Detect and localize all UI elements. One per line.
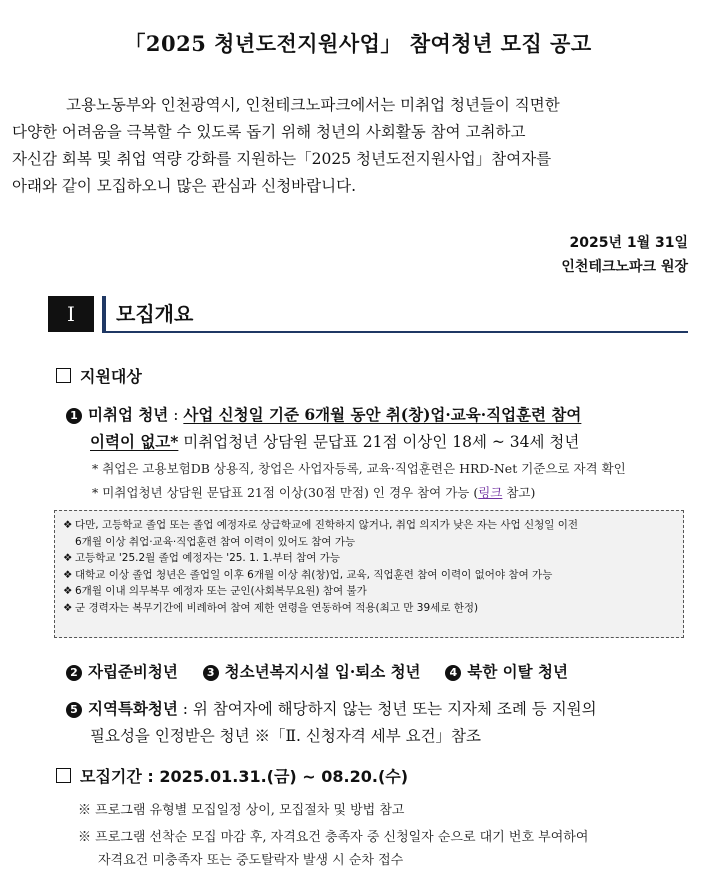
item-separator: :: [168, 406, 184, 424]
diamond-bullet-icon: ❖: [63, 552, 73, 564]
period-note-cont: 자격요건 미충족자 또는 중도탈락자 발생 시 순차 접수: [98, 853, 404, 868]
box-text: 6개월 이상 취업·교육·직업훈련 참여 이력이 있어도 참여 가능: [75, 535, 356, 548]
period-heading-text: 모집기간 : 2025.01.31.(금) ~ 08.20.(수): [80, 767, 409, 786]
reference-link[interactable]: 링크: [478, 485, 503, 500]
intro-line: 아래와 같이 모집하오니 많은 관심과 신청바랍니다.: [12, 177, 356, 195]
period-heading: [56, 764, 408, 787]
target-item-1: [66, 403, 581, 425]
target-item-5-cont: 필요성을 인정받은 청년 ※「Ⅱ. 신청자격 세부 요건」참조: [90, 727, 481, 745]
target-item-5: [66, 697, 597, 719]
box-line: [63, 600, 675, 617]
target-items-2-4: [66, 660, 568, 682]
eligibility-notice-box: [54, 510, 684, 638]
diamond-bullet-icon: ❖: [63, 585, 73, 597]
number-circle-icon: 1: [66, 408, 82, 424]
section-header: [48, 296, 688, 332]
page-title: 「2025 청년도전지원사업」 참여청년 모집 공고: [124, 31, 592, 56]
item-rest: 미취업청년 상담원 문답표 21점 이상인 18세 ~ 34세 청년: [178, 433, 580, 451]
reference-mark: ※: [78, 803, 92, 818]
section-number: I: [48, 296, 94, 332]
period-note-text: 프로그램 선착순 모집 마감 후, 자격요건 충족자 중 신청일자 순으로 대기 번호 부여하여: [95, 830, 589, 845]
section-underline: [102, 331, 688, 333]
box-line: [63, 517, 675, 534]
diamond-bullet-icon: ❖: [63, 519, 73, 531]
box-line: [63, 534, 675, 551]
note-line: [92, 483, 535, 501]
target-heading-text: 지원대상: [80, 367, 142, 386]
box-line: [63, 567, 675, 584]
intro-line: 자신감 회복 및 취업 역량 강화를 지원하는「2025 청년도전지원사업」참여자를: [12, 150, 552, 168]
box-text: 대학교 이상 졸업 청년은 졸업일 이후 6개월 이상 취(창)업, 교육, 직업훈련 참여 이력이 없어야 참여 가능: [75, 568, 553, 581]
item-label: 미취업 청년: [88, 405, 169, 424]
item-label: 지역특화청년: [88, 699, 178, 718]
box-text: 군 경력자는 복무기간에 비례하여 참여 제한 연령을 연동하여 적용(최고 만 39세로 한정): [75, 601, 479, 614]
item-text: : 위 참여자에 해당하지 않는 청년 또는 지자체 조례 등 지원의: [177, 700, 597, 718]
note-line: * 취업은 고용보험DB 상용직, 창업은 사업자등록, 교육·직업훈련은 HRD-Net 기준으로 자격 확인: [92, 461, 626, 476]
item-label: 북한 이탈 청년: [467, 662, 568, 681]
diamond-bullet-icon: ❖: [63, 568, 73, 581]
target-heading: [56, 364, 142, 387]
intro-line: 다양한 어려움을 극복할 수 있도록 돕기 위해 청년의 사회활동 참여 고취하고: [12, 123, 526, 141]
period-note-text: 프로그램 유형별 모집일정 상이, 모집절차 및 방법 참고: [95, 803, 405, 818]
item-label: 자립준비청년: [88, 662, 178, 681]
box-text: 고등학교 '25.2월 졸업 예정자는 '25. 1. 1.부터 참여 가능: [75, 552, 341, 564]
reference-mark: ※: [78, 830, 92, 845]
section-title: 모집개요: [116, 302, 194, 326]
announcement-date: 2025년 1월 31일: [569, 235, 688, 251]
box-text: 6개월 이내 의무복무 예정자 또는 군인(사회복무요원) 참여 불가: [75, 585, 367, 597]
diamond-bullet-icon: ❖: [63, 601, 73, 614]
number-circle-icon: 4: [445, 665, 461, 681]
target-item-1-cont: [90, 430, 579, 452]
box-line: [63, 550, 675, 567]
issuer: 인천테크노파크 원장: [561, 259, 688, 275]
period-note: [78, 826, 588, 845]
number-circle-icon: 2: [66, 665, 82, 681]
box-text: 다만, 고등학교 졸업 또는 졸업 예정자로 상급학교에 진학하지 않거나, 취업 의지가 낮은 자는 사업 신청일 이전: [75, 519, 579, 531]
section-divider: [102, 296, 106, 332]
number-circle-icon: 5: [66, 702, 82, 718]
checkbox-square-icon: [56, 368, 71, 383]
item-condition: 사업 신청일 기준 6개월 동안 취(창)업·교육·직업훈련 참여: [183, 405, 582, 424]
intro-line: 고용노동부와 인천광역시, 인천테크노파크에서는 미취업 청년들이 직면한: [66, 96, 560, 114]
number-circle-icon: 3: [203, 665, 219, 681]
box-line: [63, 583, 675, 600]
note-text: * 미취업청년 상담원 문답표 21점 이상(30점 만점) 인 경우 참여 가능 (: [92, 485, 479, 500]
item-label: 청소년복지시설 입·퇴소 청년: [224, 662, 421, 681]
note-tail: 참고): [502, 485, 536, 500]
checkbox-square-icon: [56, 768, 71, 783]
item-condition-cont: 이력이 없고*: [90, 432, 179, 451]
period-note: [78, 799, 405, 818]
intro-paragraph: [12, 92, 692, 200]
